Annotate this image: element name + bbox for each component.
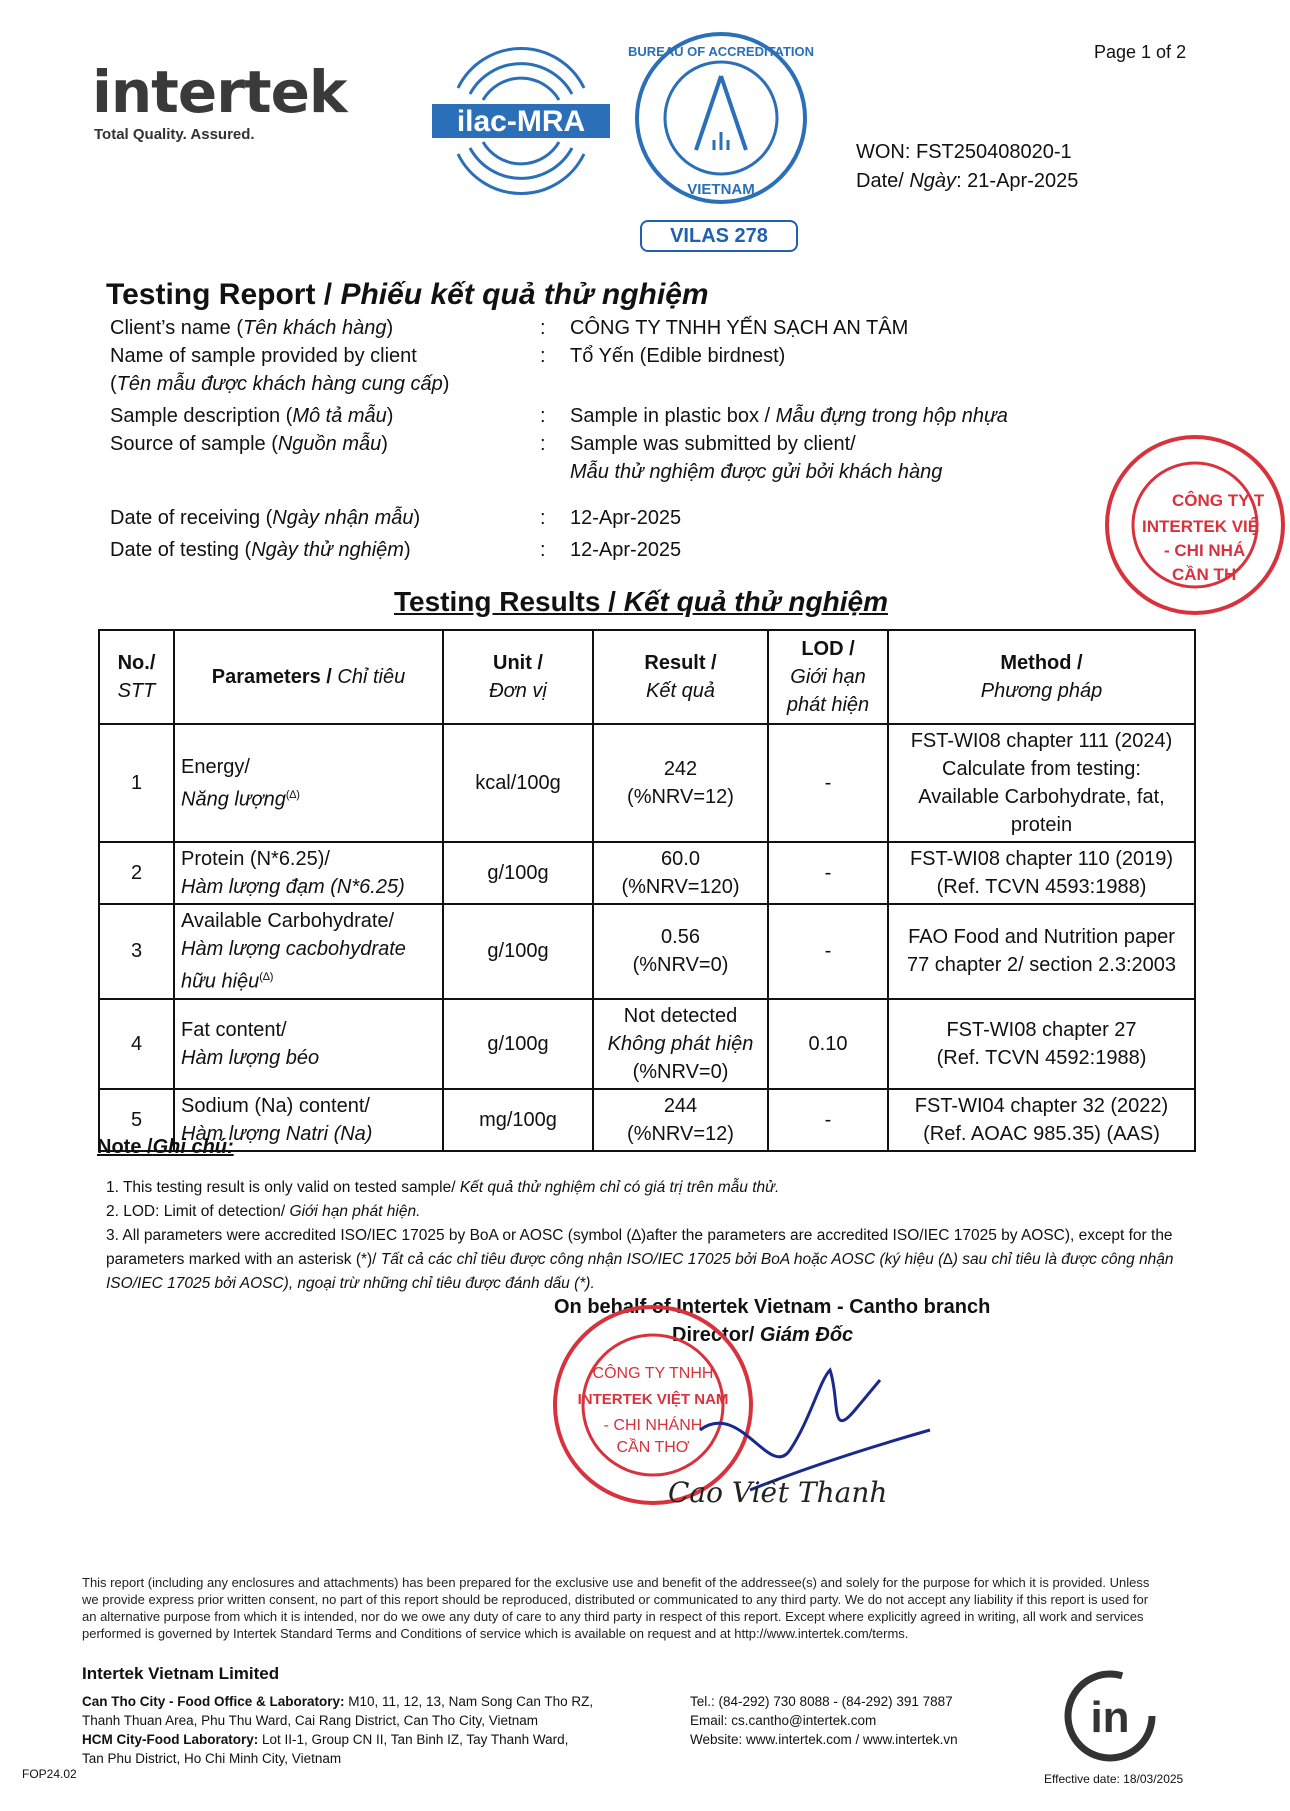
tagline: Total Quality. Assured.: [94, 126, 255, 143]
cell-no: 3: [99, 904, 174, 999]
cell-method: FST-WI08 chapter 110 (2019) (Ref. TCVN 4593:1988): [888, 842, 1195, 904]
header-lod: LOD / Giới hạn phát hiện: [768, 630, 888, 724]
cell-parameter: Energy/ Năng lượng(∆): [174, 724, 443, 842]
on-behalf-text: On behalf of Intertek Vietnam - Cantho branch: [554, 1296, 991, 1318]
won-number: WON: FST250408020-1: [856, 141, 1072, 163]
client-info: [110, 314, 1090, 564]
table-row: [99, 904, 1195, 999]
cell-no: 1: [99, 724, 174, 842]
cell-no: 5: [99, 1089, 174, 1151]
intertek-logo: intertek: [92, 58, 347, 126]
table-row: [99, 724, 1195, 842]
header-method: Method / Phương pháp: [888, 630, 1195, 724]
notes: [106, 1176, 1176, 1296]
svg-text:- CHI NHÁ: - CHI NHÁ: [1164, 541, 1246, 560]
ilac-mra-logo: [428, 28, 614, 214]
table-row: [99, 999, 1195, 1089]
cell-result: 244 (%NRV=12): [593, 1089, 768, 1151]
ilac-text: ilac-MRA: [456, 105, 586, 138]
intertek-in-icon: [1060, 1666, 1160, 1766]
director-name: Cao Viết Thanh: [668, 1476, 888, 1509]
cell-unit: kcal/100g: [443, 724, 593, 842]
cell-result: 242 (%NRV=12): [593, 724, 768, 842]
info-row-client: Client’s name (Tên khách hàng) : CÔNG TY TNHH YẾN SẠCH AN TÂM: [110, 317, 909, 339]
company-name: Intertek Vietnam Limited: [82, 1664, 280, 1683]
effective-date: Effective date: 18/03/2025: [1044, 1772, 1184, 1786]
cell-parameter: Protein (N*6.25)/ Hàm lượng đạm (N*6.25): [174, 842, 443, 904]
cell-method: FAO Food and Nutrition paper 77 chapter 2/ section 2.3:2003: [888, 904, 1195, 999]
info-row-receiving: Date of receiving (Ngày nhận mẫu) : 12-Apr-2025: [110, 507, 682, 529]
cell-result: Not detected Không phát hiện (%NRV=0): [593, 999, 768, 1089]
cell-result: 0.56 (%NRV=0): [593, 904, 768, 999]
website-link[interactable]: Website: www.intertek.com / www.intertek.vn: [690, 1732, 958, 1747]
cell-no: 4: [99, 999, 174, 1089]
boa-logo: [626, 28, 816, 208]
cell-unit: g/100g: [443, 904, 593, 999]
svg-text:CÔNG TY T: CÔNG TY T: [1172, 491, 1265, 510]
svg-text:CẦN THƠ: CẦN THƠ: [616, 1439, 690, 1456]
report-title: Testing Report / Phiếu kết quả thử nghiệm: [106, 278, 709, 311]
director-title: Director/ Giám Đốc: [672, 1324, 854, 1346]
svg-text:CẦN TH: CẦN TH: [1172, 565, 1237, 584]
info-row-sample-name: Name of sample provided by client : Tổ Yến (Edible birdnest): [110, 345, 786, 367]
cell-lod: -: [768, 842, 888, 904]
svg-text:CÔNG TY TNHH: CÔNG TY TNHH: [592, 1365, 714, 1382]
cell-result: 60.0 (%NRV=120): [593, 842, 768, 904]
cell-method: FST-WI08 chapter 27 (Ref. TCVN 4592:1988): [888, 999, 1195, 1089]
info-row-sample-name-vn: (Tên mẫu được khách hàng cung cấp): [110, 373, 450, 395]
header-result: Result / Kết quả: [593, 630, 768, 724]
disclaimer: This report (including any enclosures and attachments) has been prepared for the exclusive use and benefit of the addressee(s) and solely for the purpose for which it is provided. Unless we provide express prior written consent, no part of this report should be reproduced, distributed or communicated to any third party. We do not accept any liability if this report is used for an alternative purpose from which it is intended, nor do we owe any duty of care to any third party in respect of this report. Except where explicitly agreed in writing, all work and services performed is governed by Intertek Standard Terms and Conditions of service which is available on request and at http://www.intertek.com/terms.: [82, 1575, 1150, 1641]
info-row-source: Source of sample (Nguồn mẫu) : Sample was submitted by client/: [110, 433, 856, 455]
company-address: Can Tho City - Food Office & Laboratory: M10, 11, 12, 13, Nam Song Can Tho RZ, Thanh Thuan Area, Phu Thu Ward, Cai Rang District, Can Tho City, Vietnam HCM City-Food Laboratory: Lot II-1, Group CN II, Tan Binh IZ, Tay Thanh Ward, Tan Phu District, Ho Chi Minh City, Vietnam: [82, 1694, 594, 1766]
cell-unit: mg/100g: [443, 1089, 593, 1151]
cell-unit: g/100g: [443, 842, 593, 904]
contact-info: [690, 1692, 1050, 1749]
page-number: Page 1 of 2: [1094, 42, 1187, 62]
table-row: [99, 842, 1195, 904]
cell-parameter: Available Carbohydrate/ Hàm lượng cacbohydrate hữu hiệu(∆): [174, 904, 443, 999]
header-unit: Unit / Đơn vị: [443, 630, 593, 724]
info-row-testing: Date of testing (Ngày thử nghiệm) : 12-Apr-2025: [110, 539, 682, 561]
results-table: [98, 629, 1196, 1152]
table-row: [99, 1089, 1195, 1151]
boa-ring-text: BUREAU OF ACCREDITATION: [627, 44, 815, 59]
cell-no: 2: [99, 842, 174, 904]
email-link[interactable]: Email: cs.cantho@intertek.com: [690, 1713, 877, 1728]
note-3: 3. All parameters were accredited ISO/IEC 17025 by BoA or AOSC (symbol (∆)after the parameters are accredited ISO/IEC 17025 by AOSC), except for the parameters marked with an asterisk (*)/ Tất cả các chỉ tiêu được công nhận ISO/IEC 17025 bởi BoA hoặc AOSC (ký hiệu (∆) sau chỉ tiêu là được công nhận ISO/IEC 17025 bởi AOSC), ngoại trừ những chỉ tiêu được đánh dấu (*).: [106, 1227, 1174, 1292]
svg-text:INTERTEK VIỆ: INTERTEK VIỆ: [1142, 517, 1260, 536]
cell-lod: -: [768, 904, 888, 999]
cell-unit: g/100g: [443, 999, 593, 1089]
svg-text:in: in: [1090, 1693, 1130, 1742]
cell-method: FST-WI04 chapter 32 (2022) (Ref. AOAC 985.35) (AAS): [888, 1089, 1195, 1151]
report-date: Date/ Ngày: 21-Apr-2025: [856, 170, 1079, 192]
table-header-row: [99, 630, 1195, 724]
cell-method: FST-WI08 chapter 111 (2024) Calculate from testing: Available Carbohydrate, fat, protein: [888, 724, 1195, 842]
note-1: 1. This testing result is only valid on tested sample/ Kết quả thử nghiệm chỉ có giá trị trên mẫu thử.: [106, 1179, 780, 1196]
svg-text:INTERTEK VIỆT NAM: INTERTEK VIỆT NAM: [577, 1391, 729, 1408]
header-no: No./ STT: [99, 630, 174, 724]
header-parameters: Parameters / Chỉ tiêu: [174, 630, 443, 724]
cell-lod: -: [768, 1089, 888, 1151]
info-row-source-vn: Mẫu thử nghiệm được gửi bởi khách hàng: [570, 461, 943, 483]
cell-parameter: Sodium (Na) content/ Hàm lượng Natri (Na): [174, 1089, 443, 1151]
svg-text:- CHI NHÁNH: - CHI NHÁNH: [603, 1417, 703, 1434]
note-title: Note /Ghi chú:: [97, 1136, 234, 1158]
tel: Tel.: (84-292) 730 8088 - (84-292) 391 7887: [690, 1694, 953, 1709]
boa-country-text: VIETNAM: [687, 181, 755, 198]
form-code: FOP24.02: [22, 1767, 77, 1781]
info-row-description: Sample description (Mô tả mẫu) : Sample in plastic box / Mẫu đựng trong hộp nhựa: [110, 405, 1008, 427]
results-title: Testing Results / Kết quả thử nghiệm: [394, 586, 888, 617]
vilas-badge: VILAS 278: [640, 220, 798, 252]
cell-lod: -: [768, 724, 888, 842]
company-stamp-partial: [1100, 430, 1290, 620]
cell-parameter: Fat content/ Hàm lượng béo: [174, 999, 443, 1089]
cell-lod: 0.10: [768, 999, 888, 1089]
note-2: 2. LOD: Limit of detection/ Giới hạn phát hiện.: [106, 1203, 421, 1220]
